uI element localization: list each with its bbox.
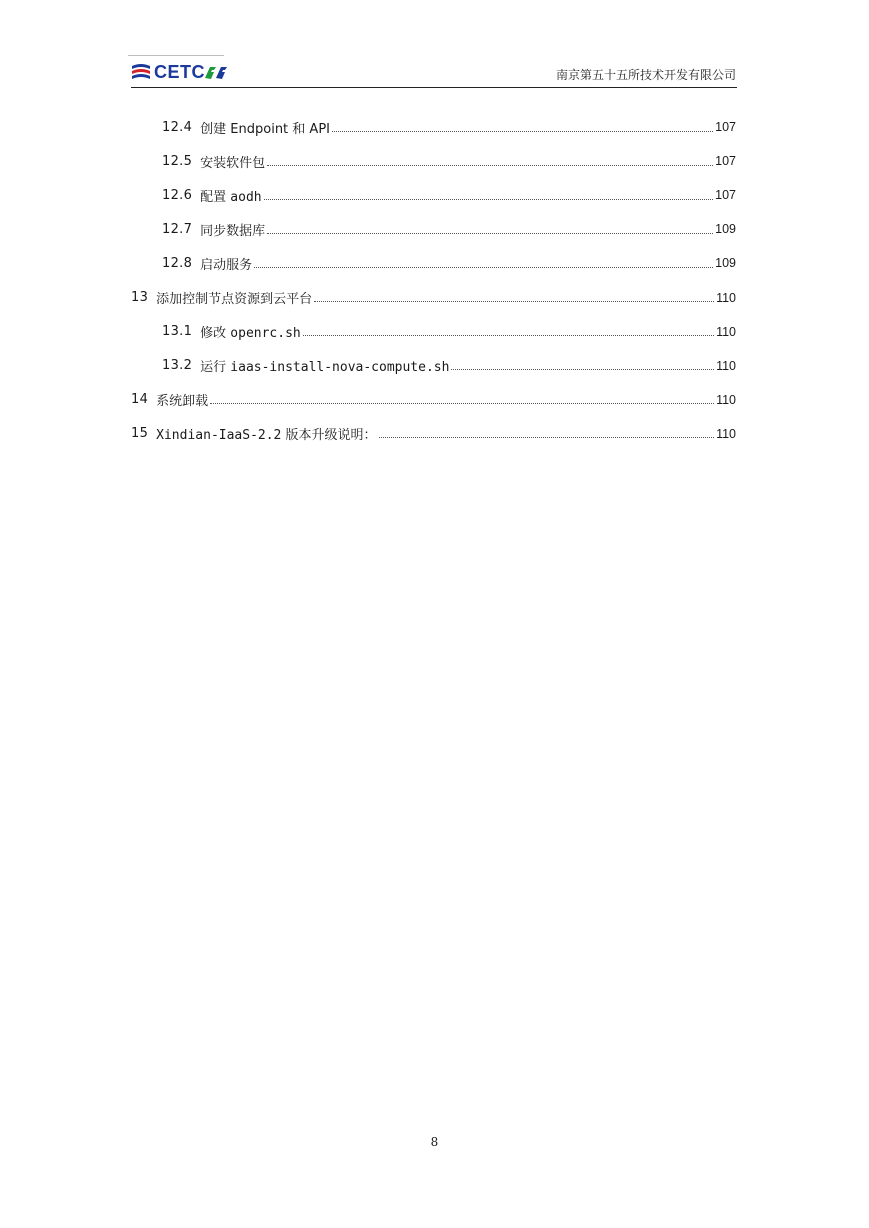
toc-entry-title [200,152,265,171]
toc-dot-leader [210,403,714,404]
cetc-emblem-icon [129,60,153,84]
toc-entry-number: 15 [131,426,149,442]
toc-entry-title-part: Xindian-IaaS-2.2 [156,428,282,444]
toc-entry-page: 109 [715,222,736,237]
toc-entry-title-part: 配置 [200,189,231,205]
toc-entry[interactable] [131,383,736,417]
toc-dot-leader [267,165,713,166]
toc-dot-leader [451,369,714,370]
cetc-logo [129,60,229,84]
toc-entry[interactable] [131,246,736,280]
toc-entry-title-part: 运行 [200,360,231,376]
toc-entry-page: 109 [715,256,736,271]
toc-dot-leader [264,199,714,200]
toc-entry-page: 107 [715,154,736,169]
toc-entry-title [200,356,449,375]
toc-entry-title-part: 同步数据库 [200,223,266,239]
toc-entry-title [156,390,208,409]
toc-entry-title [156,424,376,443]
toc-entry-title-part: 启动服务 [200,257,253,273]
toc-entry-title [200,254,252,273]
toc-entry-title-part: 和 [288,121,310,137]
toc-dot-leader [379,437,715,438]
toc-entry[interactable] [131,280,736,314]
toc-entry[interactable] [131,178,736,212]
toc-entry-page: 110 [716,426,736,441]
toc-dot-leader [314,301,714,302]
toc-entry-title [200,322,301,341]
toc-entry-number: 12.7 [162,221,193,237]
toc-dot-leader [267,233,713,234]
toc-entry-number: 13.2 [162,358,193,374]
toc-entry-title [200,186,261,205]
toc-entry-title-part: 安装软件包 [200,155,266,171]
toc-entry[interactable] [131,417,736,451]
toc-entry[interactable] [131,212,736,246]
toc-entry-page: 110 [716,358,736,373]
toc-entry[interactable] [131,110,736,144]
toc-entry-title-part: aodh [230,189,262,205]
toc-entry[interactable] [131,144,736,178]
toc-dot-leader [332,131,713,132]
header-accent-line [128,55,224,56]
toc-entry-title-part: openrc.sh [230,326,301,342]
toc-entry-title [200,220,265,239]
toc-entry[interactable] [131,349,736,383]
toc-entry-page: 107 [715,120,736,135]
toc-entry-page: 110 [716,392,736,407]
toc-entry-title [156,288,312,307]
toc-entry-number: 13.1 [162,324,193,340]
toc-dot-leader [254,267,713,268]
toc-entry-page: 110 [716,324,736,339]
toc-entry-title-part: Endpoint [230,121,289,137]
toc-entry[interactable] [131,315,736,349]
toc-entry-number: 12.6 [162,187,193,203]
toc-entry-number: 12.4 [162,119,193,135]
toc-entry-title-part: 创建 [200,121,231,137]
toc-entry-page: 110 [716,290,736,305]
toc-entry-page: 107 [715,188,736,203]
toc-entry-number: 12.8 [162,255,193,271]
table-of-contents [131,110,736,451]
toc-entry-title-part: 添加控制节点资源到云平台 [156,292,313,308]
logo-55-mark-icon [203,64,229,82]
toc-entry-title-part: 修改 [200,326,231,342]
toc-entry-number: 12.5 [162,153,193,169]
company-name: 南京第五十五所技术开发有限公司 [555,68,736,82]
toc-entry-title-part: API [309,121,330,137]
page-number: 8 [430,1135,439,1149]
logo-wordmark: CETC [154,62,205,82]
toc-entry-title-part: 版本升级说明： [281,428,377,444]
toc-entry-title [200,118,330,137]
toc-dot-leader [303,335,714,336]
toc-entry-number: 13 [131,290,149,306]
toc-entry-title-part: 系统卸载 [156,394,209,410]
header-divider [131,87,737,88]
toc-entry-title-part: iaas-install-nova-compute.sh [230,360,450,376]
toc-entry-number: 14 [131,392,149,408]
